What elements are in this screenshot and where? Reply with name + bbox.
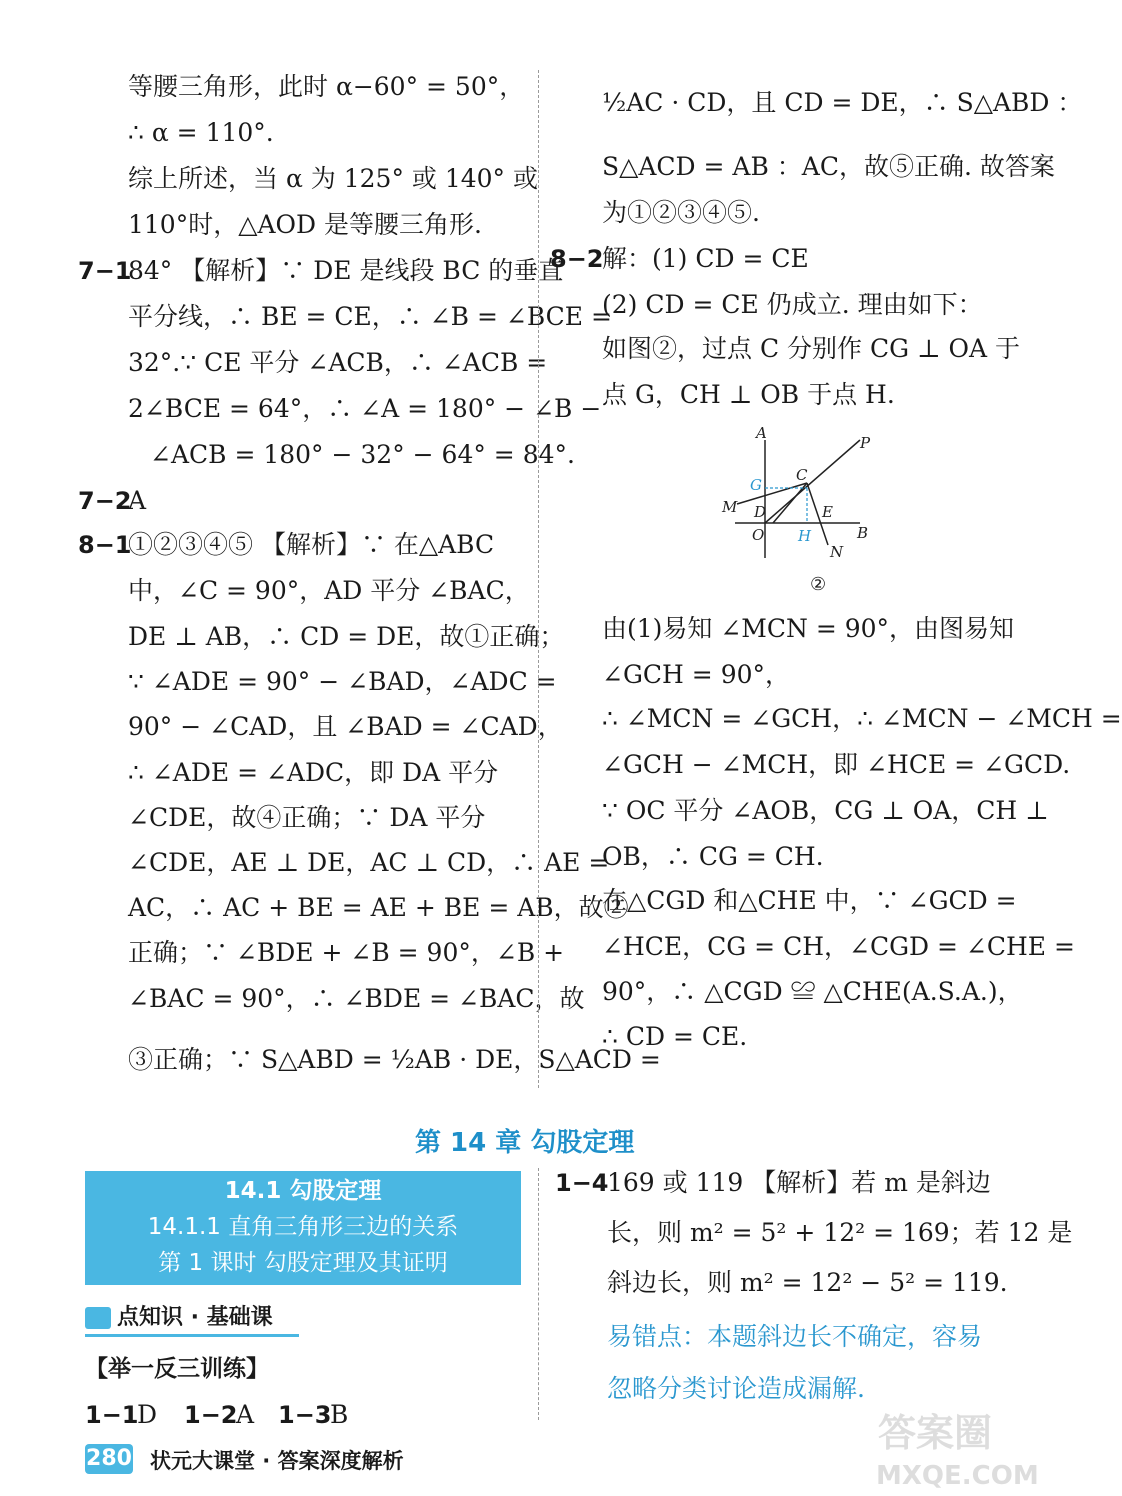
text-line: ½AC · CD，且 CD = DE，∴ S△ABD ： (602, 88, 1083, 117)
text-line: 斜边长，则 m² = 12² − 5² = 119. (607, 1268, 1008, 1297)
answer-label: 1−2 (184, 1401, 238, 1429)
chapter-title: 第 14 章 勾股定理 (415, 1128, 635, 1158)
text-line: ∵ ∠ADE = 90° − ∠BAD，∠ADC = (128, 667, 557, 696)
point-label: A (756, 424, 767, 442)
text-line: 84° 【解析】∵ DE 是线段 BC 的垂直 (128, 256, 564, 285)
answer-value: A (236, 1400, 255, 1429)
text-line: 解：(1) CD = CE (602, 244, 809, 273)
text-line: ∠HCE，CG = CH，∠CGD = ∠CHE = (602, 932, 1075, 961)
figure-caption: ② (810, 574, 827, 595)
point-label: H (798, 527, 812, 545)
text-line: ∴ α = 110°. (128, 118, 274, 147)
text-line: DE ⊥ AB，∴ CD = DE，故①正确； (128, 622, 565, 651)
column-divider (538, 1168, 539, 1420)
text-line: 110°时，△AOD 是等腰三角形. (128, 210, 482, 239)
text-line: A (128, 486, 147, 515)
text-line: ∠CDE，故④正确；∵ DA 平分 (128, 803, 486, 832)
text-line: 90°，∴ △CGD ≌ △CHE(A.S.A.)， (602, 977, 1023, 1006)
point-label: M (722, 498, 738, 516)
answer-value: B (330, 1400, 349, 1429)
error-note: 忽略分类讨论造成漏解. (607, 1374, 865, 1403)
answer-value: D (137, 1400, 158, 1429)
text-line: 长，则 m² = 5² + 12² = 169；若 12 是 (607, 1218, 1073, 1247)
point-label: G (750, 476, 762, 494)
training-heading: 【举一反三训练】 (85, 1356, 269, 1382)
text-line: ①②③④⑤ 【解析】∵ 在△ABC (128, 530, 495, 559)
text-line: 正确；∵ ∠BDE + ∠B = 90°，∠B + (128, 938, 565, 967)
text-line: 等腰三角形，此时 α−60° = 50°， (128, 72, 525, 101)
text-line: ∠ACB = 180° − 32° − 64° = 84°. (150, 440, 575, 469)
error-note: 易错点：本题斜边长不确定，容易 (607, 1322, 983, 1351)
point-label: E (822, 503, 833, 521)
banner-line: 第 1 课时 勾股定理及其证明 (158, 1250, 448, 1276)
text-line: 如图②，过点 C 分别作 CG ⊥ OA 于 (602, 334, 1020, 363)
text-line: 2∠BCE = 64°，∴ ∠A = 180° − ∠B − (128, 394, 602, 423)
text-line: 169 或 119 【解析】若 m 是斜边 (607, 1168, 991, 1197)
watermark-url: MXQE.COM (876, 1461, 1039, 1491)
text-line: ∴ CD = CE. (602, 1022, 748, 1051)
point-label: N (830, 543, 844, 561)
text-line: 为①②③④⑤. (602, 198, 760, 227)
column-divider (538, 70, 539, 1088)
point-label: C (796, 466, 808, 484)
text-line: ③正确；∵ S△ABD = ½AB · DE，S△ACD = (128, 1045, 661, 1074)
text-line: ∠CDE，AE ⊥ DE，AC ⊥ CD，∴ AE = (128, 848, 610, 877)
answer-label: 1−1 (85, 1401, 139, 1429)
footer-title: 状元大课堂 · 答案深度解析 (150, 1449, 404, 1473)
banner-line: 14.1.1 直角三角形三边的关系 (147, 1214, 459, 1240)
point-label: B (857, 524, 869, 542)
question-label-8-1: 8−1 (78, 531, 132, 559)
point-label: P (860, 434, 871, 452)
text-line: (2) CD = CE 仍成立. 理由如下： (602, 290, 983, 319)
text-line: ∠GCH = 90°， (602, 660, 791, 689)
text-line: ∠BAC = 90°，∴ ∠BDE = ∠BAC，故 (128, 984, 585, 1013)
section-banner (85, 1171, 521, 1285)
text-line: 平分线，∴ BE = CE，∴ ∠B = ∠BCE = (128, 302, 612, 331)
watermark-logo-text: 答案圈 (878, 1411, 993, 1455)
banner-line: 14.1 勾股定理 (224, 1178, 382, 1204)
question-label-7-1: 7−1 (78, 257, 132, 285)
section-heading: 点知识 · 基础课 (85, 1300, 273, 1331)
question-label-7-2: 7−2 (78, 487, 132, 515)
text-line: 点 G，CH ⊥ OB 于点 H. (602, 380, 895, 409)
text-line: AC，∴ AC + BE = AE + BE = AB，故② (128, 893, 629, 922)
geometry-figure (710, 420, 890, 600)
answer-label: 1−3 (278, 1401, 332, 1429)
text-line: 在△CGD 和△CHE 中，∵ ∠GCD = (602, 886, 1017, 915)
text-line: S△ACD = AB ：AC，故⑤正确. 故答案 (602, 152, 1055, 181)
point-label: D (754, 503, 767, 521)
question-label-1-4: 1−4 (555, 1169, 609, 1197)
text-line: 中，∠C = 90°，AD 平分 ∠BAC， (128, 576, 530, 605)
text-line: 32°.∵ CE 平分 ∠ACB，∴ ∠ACB = (128, 348, 548, 377)
text-line: 90° − ∠CAD，且 ∠BAD = ∠CAD， (128, 712, 563, 741)
question-label-8-2: 8−2 (550, 245, 604, 273)
text-line: ∴ ∠ADE = ∠ADC，即 DA 平分 (128, 758, 499, 787)
text-line: ∵ OC 平分 ∠AOB，CG ⊥ OA，CH ⊥ (602, 796, 1049, 825)
section-underline (85, 1334, 299, 1337)
watermark (870, 1400, 1040, 1492)
text-line: OB，∴ CG = CH. (602, 842, 824, 871)
text-line: ∠GCH − ∠MCH，即 ∠HCE = ∠GCD. (602, 750, 1071, 779)
book-icon (85, 1307, 111, 1329)
point-label: O (752, 526, 765, 544)
page-number: 280 (85, 1444, 133, 1474)
text-line: ∴ ∠MCN = ∠GCH，∴ ∠MCN − ∠MCH = (602, 704, 1122, 733)
text-line: 由(1)易知 ∠MCN = 90°，由图易知 (602, 614, 1015, 643)
text-line: 综上所述，当 α 为 125° 或 140° 或 (128, 164, 538, 193)
